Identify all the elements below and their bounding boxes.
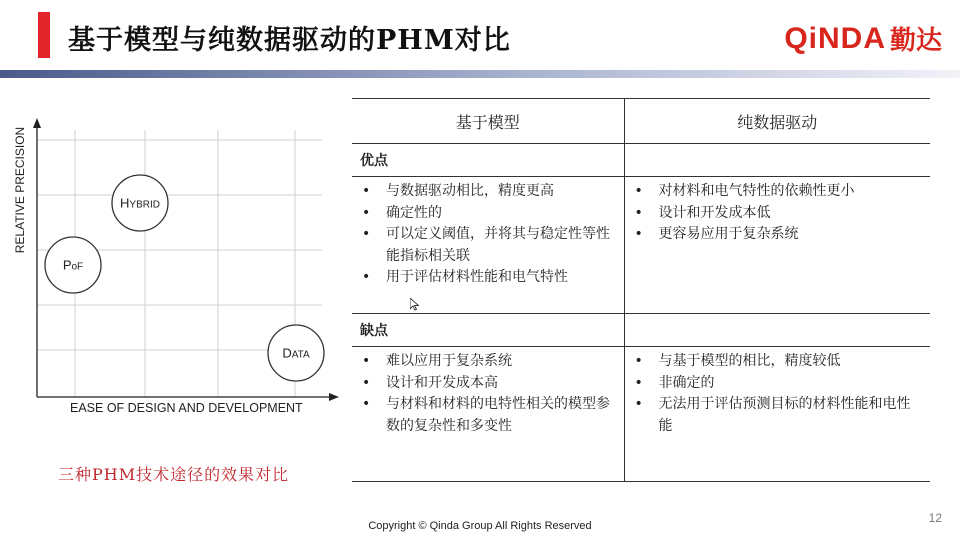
header-divider: [0, 70, 960, 78]
bubble-label-pof: [63, 258, 83, 273]
page-number: 12: [928, 511, 942, 525]
slide-title: 基于模型与纯数据驱动的PHM对比: [68, 25, 511, 56]
pros-model-cell: [352, 177, 624, 314]
bubble-label-first: D: [282, 345, 292, 361]
cons-model-cell: [352, 347, 624, 482]
section-row-pros: [352, 144, 930, 177]
list-item: • 确定性的: [362, 203, 616, 225]
logo-cn-text: 勤达: [889, 26, 942, 56]
x-axis-arrow-icon: [329, 393, 339, 401]
bubble-label-rest: oF: [71, 261, 84, 273]
col-header-data: 纯数据驱动: [624, 99, 930, 144]
y-axis-label: RELATIVE PRECISION: [13, 126, 27, 254]
x-axis-label: EASE OF DESIGN AND DEVELOPMENT: [70, 401, 303, 415]
list-item: • 非确定的: [635, 373, 923, 395]
pros-data-list: [625, 177, 931, 252]
list-item: • 与数据驱动相比，精度更高: [362, 181, 616, 203]
company-logo: [784, 20, 942, 57]
cons-data-cell: [624, 347, 930, 482]
y-axis-arrow-icon: [33, 118, 41, 128]
copyright-text: Copyright © Qinda Group All Rights Reserved: [368, 520, 592, 532]
col-header-model: 基于模型: [352, 99, 624, 144]
mouse-cursor-icon: [410, 298, 419, 311]
bubble-label-first: P: [62, 257, 72, 273]
section-empty-cell: [624, 314, 930, 347]
table-row: [352, 347, 930, 482]
table-row: [352, 177, 930, 314]
section-row-cons: [352, 314, 930, 347]
list-item: • 对材料和电气特性的依赖性更小: [635, 181, 923, 203]
cons-data-list: [625, 347, 931, 443]
cons-model-list: [352, 347, 624, 443]
section-empty-cell: [624, 144, 930, 177]
pros-model-list: [352, 177, 624, 295]
list-item: • 设计和开发成本高: [362, 373, 616, 395]
bubble-label-rest: ATA: [291, 349, 310, 361]
pros-data-cell: [624, 177, 930, 314]
bubble-label-first: H: [120, 195, 130, 211]
list-item: • 与基于模型的相比，精度较低: [635, 351, 923, 373]
list-item: • 更容易应用于复杂系统: [635, 224, 923, 246]
title-accent-bar: [38, 12, 50, 58]
section-label-pros: 优点: [352, 144, 624, 177]
list-item: • 难以应用于复杂系统: [362, 351, 616, 373]
logo-latin-text: QiNDA: [784, 21, 886, 55]
list-item: • 无法用于评估预测目标的材料性能和电性能: [635, 394, 923, 437]
comparison-table: [352, 98, 930, 482]
list-item: • 与材料和材料的电特性相关的模型参数的复杂性和多变性: [362, 394, 616, 437]
bubble-label-hybrid: [120, 196, 160, 211]
bubble-label-data: [282, 346, 309, 361]
chart-caption: 三种PHM技术途径的效果对比: [58, 465, 290, 484]
table-header-row: [352, 99, 930, 144]
bubble-label-rest: YBRID: [129, 199, 160, 211]
list-item: • 设计和开发成本低: [635, 203, 923, 225]
section-label-cons: 缺点: [352, 314, 624, 347]
list-item: • 用于评估材料性能和电气特性: [362, 267, 616, 289]
list-item: • 可以定义阈值，并将其与稳定性等性能指标相关联: [362, 224, 616, 267]
